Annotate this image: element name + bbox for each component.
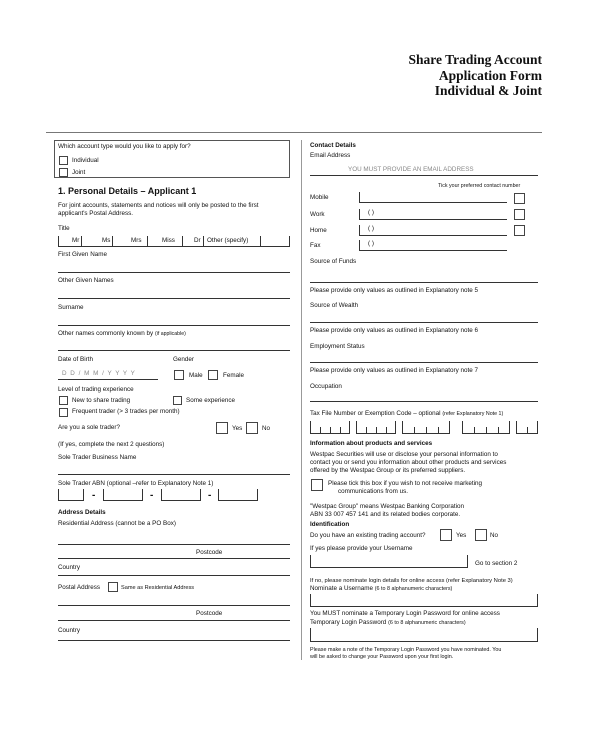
email-field[interactable] [310, 175, 538, 176]
title-other[interactable]: Other (specify) [207, 237, 249, 244]
source-of-funds-label: Source of Funds [310, 258, 357, 265]
info-para-line-2: contact you or send you information about other products and services [310, 459, 507, 466]
tfn-tick [376, 427, 377, 434]
home-label: Home [310, 227, 327, 234]
title-mrs[interactable]: Mrs [131, 237, 142, 244]
joint-note-line-2: applicant's Postal Address. [58, 210, 134, 217]
temp-password-field[interactable] [310, 628, 538, 642]
if-no-note: If no, please nominate login details for online access (refer Explanatory Note 3) [310, 578, 513, 584]
email-placeholder: YOU MUST PROVIDE AN EMAIL ADDRESS [348, 166, 474, 173]
sole-trader-question: Are you a sole trader? [58, 424, 120, 431]
abn-label: Sole Trader ABN (optional –refer to Explanatory Note 1) [58, 480, 214, 487]
postcode-label: Postcode [196, 549, 223, 556]
tfn-tick [340, 427, 341, 434]
title-label: Title [58, 225, 70, 232]
temp-password-label [310, 619, 466, 627]
occupation-field[interactable] [310, 401, 538, 402]
tick-preferred-note: Tick your preferred contact number [438, 183, 521, 189]
other-names-label: Other Given Names [58, 277, 114, 284]
home-tick [359, 225, 360, 235]
work-label: Work [310, 211, 325, 218]
marketing-optout-checkbox[interactable] [311, 479, 323, 491]
go-to-section-2: Go to section 2 [475, 560, 518, 567]
section-1-heading: 1. Personal Details – Applicant 1 [58, 186, 197, 196]
address-details-heading: Address Details [58, 509, 106, 516]
tfn-tick [438, 427, 439, 434]
country-label: Country [58, 564, 81, 571]
existing-yes-checkbox[interactable] [440, 529, 452, 541]
same-as-residential-checkbox[interactable] [108, 582, 118, 592]
source-of-funds-note: Please provide only values as outlined in Explanatory note 5 [310, 287, 479, 294]
source-of-wealth-note: Please provide only values as outlined in Explanatory note 6 [310, 327, 479, 334]
title-ms[interactable]: Ms [102, 237, 111, 244]
title-line-3: Individual & Joint [434, 83, 542, 98]
surname-label: Surname [58, 304, 84, 311]
residential-address-field[interactable] [58, 544, 290, 545]
info-products-heading: Information about products and services [310, 440, 433, 447]
title-dr[interactable]: Dr [194, 237, 201, 244]
male-label: Male [189, 372, 203, 379]
known-by-text: Other names commonly known by [58, 330, 154, 337]
residential-address-label: Residential Address (cannot be a PO Box) [58, 520, 176, 527]
marketing-optout-line-2: communications from us. [338, 488, 408, 495]
westpac-group-line-1: "Westpac Group" means Westpac Banking Corporation [310, 503, 465, 510]
if-yes-note: (If yes, complete the next 2 questions) [58, 441, 165, 448]
female-checkbox[interactable] [208, 370, 218, 380]
work-field[interactable] [359, 219, 507, 220]
work-pref-checkbox[interactable] [514, 209, 525, 220]
tfn-tick [498, 427, 499, 434]
abn-group-3[interactable] [161, 489, 201, 501]
westpac-group-line-2: ABN 33 007 457 141 and its related bodies corporate. [310, 511, 461, 518]
info-para-line-1: Westpac Securities will use or disclose your personal information to [310, 451, 498, 458]
identification-heading: Identification [310, 521, 350, 528]
tfn-tick [330, 427, 331, 434]
fax-area-code: ( ) [368, 240, 374, 247]
gender-label: Gender [173, 356, 195, 363]
tfn-tick [486, 427, 487, 434]
existing-username-field[interactable] [310, 555, 468, 568]
nominate-username-label [310, 585, 452, 593]
mobile-field[interactable] [359, 202, 507, 203]
abn-dash: - [150, 490, 154, 501]
fax-field[interactable] [359, 250, 507, 251]
home-area-code: ( ) [368, 225, 374, 232]
employment-note: Please provide only values as outlined in Explanatory note 7 [310, 367, 479, 374]
joint-checkbox[interactable] [59, 168, 68, 177]
dob-label: Date of Birth [58, 356, 93, 363]
sole-no-checkbox[interactable] [246, 422, 258, 434]
title-divider [260, 236, 261, 246]
password-note-line-1: Please make a note of the Temporary Login Password you have nominated. You [310, 647, 502, 653]
username-chars: (6 to 8 alphanumeric characters) [374, 586, 453, 592]
work-tick [359, 209, 360, 219]
home-field[interactable] [359, 235, 507, 236]
exp-some-checkbox[interactable] [173, 396, 182, 405]
first-name-label: First Given Name [58, 251, 107, 258]
source-of-wealth-label: Source of Wealth [310, 302, 359, 309]
abn-group-1[interactable] [58, 489, 84, 501]
contact-details-heading: Contact Details [310, 142, 356, 149]
header-divider [46, 132, 542, 133]
title-field[interactable] [58, 246, 290, 247]
first-name-field[interactable] [58, 272, 290, 273]
account-type-question: Which account type would you like to apply for? [58, 143, 191, 150]
existing-account-question: Do you have an existing trading account? [310, 532, 426, 539]
tfn-tick [474, 427, 475, 434]
tfn-tick [366, 427, 367, 434]
title-miss[interactable]: Miss [162, 237, 175, 244]
existing-yes-label: Yes [456, 532, 467, 539]
work-area-code: ( ) [368, 209, 374, 216]
tfn-tick [414, 427, 415, 434]
tfn-label [310, 410, 503, 418]
exp-new-label: New to share trading [72, 397, 131, 404]
exp-frequent-label: Frequent trader (> 3 trades per month) [72, 408, 180, 415]
employment-field[interactable] [310, 362, 538, 363]
source-of-wealth-field[interactable] [310, 322, 538, 323]
employment-label: Employment Status [310, 343, 365, 350]
column-divider [301, 140, 302, 660]
nominate-username-text: Nominate a Username [310, 585, 373, 592]
postal-address-field[interactable] [58, 605, 290, 606]
mobile-tick [359, 192, 360, 202]
exp-frequent-checkbox[interactable] [59, 408, 68, 417]
tfn-ref: (refer Explanatory Note 1) [442, 411, 504, 417]
known-by-label [58, 330, 186, 338]
fax-tick [359, 240, 360, 250]
temp-password-text: Temporary Login Password [310, 619, 387, 626]
title-divider [112, 236, 113, 246]
password-chars: (6 to 8 alphanumeric characters) [388, 620, 466, 626]
title-line-2: Application Form [438, 67, 542, 83]
sole-yes-checkbox[interactable] [216, 422, 228, 434]
mobile-label: Mobile [310, 194, 329, 201]
dob-field[interactable] [58, 379, 158, 380]
fax-label: Fax [310, 242, 321, 249]
tfn-tick [527, 427, 528, 434]
joint-label: Joint [72, 169, 86, 176]
if-yes-username-label: If yes please provide your Username [310, 545, 413, 552]
title-mr[interactable]: Mr [72, 237, 80, 244]
source-of-funds-field[interactable] [310, 282, 538, 283]
country-label-2: Country [58, 627, 81, 634]
postcode-label-2: Postcode [196, 610, 223, 617]
tfn-tick [426, 427, 427, 434]
home-pref-checkbox[interactable] [514, 225, 525, 236]
sole-yes-label: Yes [232, 425, 243, 432]
abn-group-4[interactable] [218, 489, 258, 501]
form-title [408, 52, 542, 99]
title-divider [147, 236, 148, 246]
title-divider [58, 236, 59, 246]
existing-no-checkbox[interactable] [475, 529, 487, 541]
occupation-label: Occupation [310, 383, 342, 390]
title-divider [182, 236, 183, 246]
existing-no-label: No [490, 532, 499, 539]
tfn-text: Tax File Number or Exemption Code – optional [310, 410, 441, 417]
exp-some-label: Some experience [186, 397, 236, 404]
country-field-2[interactable] [58, 640, 290, 641]
known-by-field[interactable] [58, 350, 290, 351]
male-checkbox[interactable] [174, 370, 184, 380]
country-field[interactable] [58, 575, 290, 576]
nominate-username-field[interactable] [310, 594, 538, 607]
business-name-field[interactable] [58, 474, 290, 475]
individual-label: Individual [72, 157, 99, 164]
experience-label: Level of trading experience [58, 386, 134, 393]
password-note-line-2: will be asked to change your Password upon your first login. [310, 654, 454, 660]
tfn-tick [320, 427, 321, 434]
surname-field[interactable] [58, 325, 290, 326]
exp-new-checkbox[interactable] [59, 396, 68, 405]
same-as-residential-label: Same as Residential Address [121, 585, 195, 591]
postcode-field[interactable] [58, 558, 290, 559]
title-divider [289, 236, 290, 246]
other-names-field[interactable] [58, 298, 290, 299]
individual-checkbox[interactable] [59, 156, 68, 165]
postal-address-label: Postal Address [58, 584, 101, 591]
must-password-note: You MUST nominate a Temporary Login Password for online access [310, 610, 500, 617]
title-line-1: Share Trading Account [408, 52, 542, 67]
if-applicable-text: (if applicable) [154, 331, 186, 337]
tfn-tick [386, 427, 387, 434]
postcode-field-2[interactable] [58, 620, 290, 621]
dob-placeholder: D D / M M / Y Y Y Y [62, 370, 136, 377]
marketing-optout-line-1: Please tick this box if you wish to not receive marketing [328, 480, 482, 487]
info-para-line-3: offered by the Westpac Group or its preferred suppliers. [310, 467, 466, 474]
title-divider [203, 236, 204, 246]
title-divider [81, 236, 82, 246]
joint-note-line-1: For joint accounts, statements and notices will only be posted to the first [58, 202, 259, 209]
email-label: Email Address [310, 152, 351, 159]
mobile-pref-checkbox[interactable] [514, 193, 525, 204]
abn-dash: - [208, 490, 212, 501]
business-name-label: Sole Trader Business Name [58, 454, 137, 461]
female-label: Female [223, 372, 244, 379]
abn-dash: - [92, 490, 96, 501]
sole-no-label: No [262, 425, 271, 432]
abn-group-2[interactable] [103, 489, 143, 501]
